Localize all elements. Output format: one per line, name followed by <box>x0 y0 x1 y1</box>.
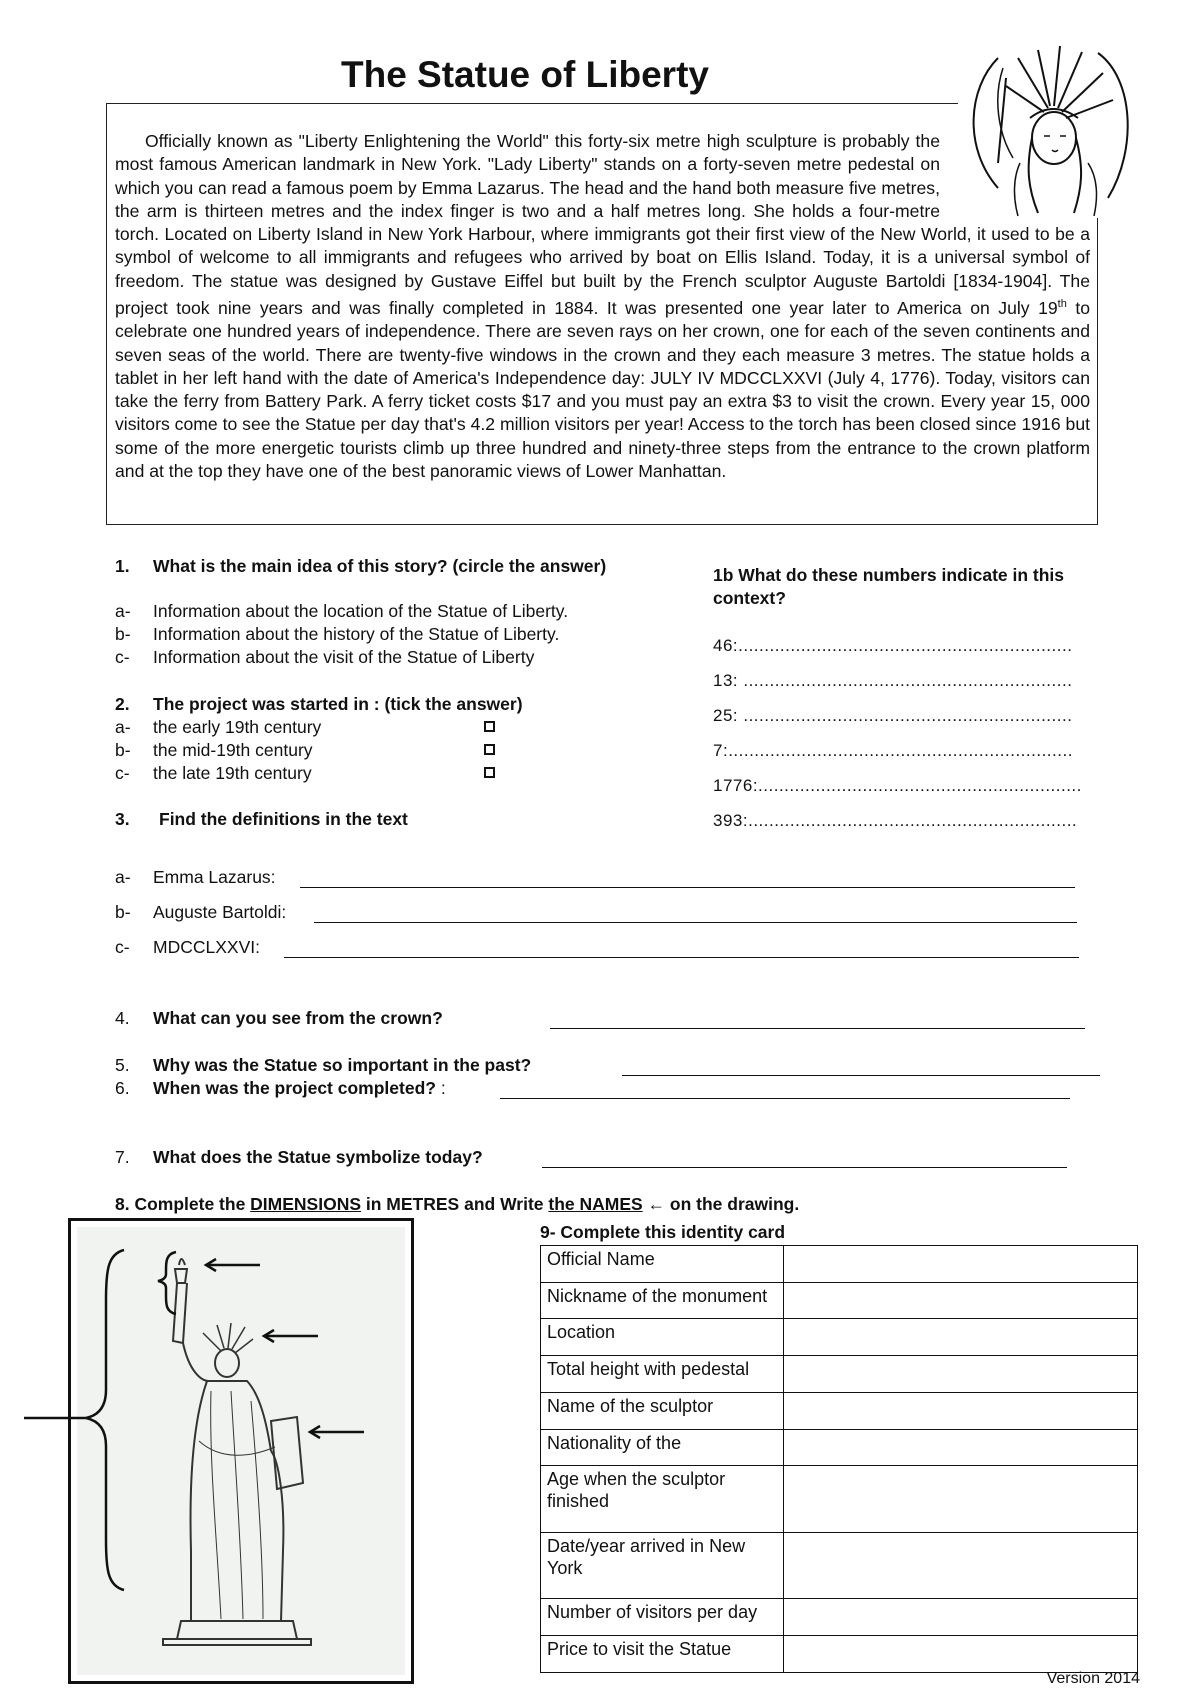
passage-part2: to celebrate one hundred years of independence. There are seven rays on her crown, one for each of the seven continents and seven seas of the world. There are twenty-five windows in the crown and they each measure 3 metres. The statue holds a tablet in her left hand with the date of America's Independence day: JULY IV MDCCLXXVI (July 4, 1776). Today, visitors can take the ferry from Battery Park. A ferry ticket costs $17 and you must pay an extra $3 to visit the crown. Every year 15, 000 visitors come to see the Statue per day that's 4.2 million visitors per year! Access to the torch has been closed since 1916 but some of the more energetic tourists climb up three hundred and ninety-three steps from the entrance to the crown platform and at the top they have one of the best panoramic views of Lower Manhattan. <box>115 297 1091 482</box>
answer-cell[interactable] <box>784 1282 1138 1319</box>
question-5-number: 5. <box>115 1055 130 1075</box>
dotted-line: ................................................................ <box>738 636 1073 655</box>
page-title: The Statue of Liberty <box>341 54 709 95</box>
question-2-option-b <box>115 740 313 761</box>
option-letter: b- <box>115 740 131 760</box>
number-label: 7: <box>713 741 729 760</box>
table-row <box>541 1392 1138 1429</box>
version-label: Version 2014 <box>1046 1670 1140 1687</box>
statue-head-illustration <box>958 38 1136 218</box>
dotted-line: .................................................................. <box>728 741 1073 760</box>
item-text: Auguste Bartoldi: <box>153 902 287 922</box>
answer-cell[interactable] <box>784 1532 1138 1599</box>
question-1b-title: 1b What do these numbers indicate in this context? <box>713 565 1065 608</box>
table-row <box>541 1429 1138 1466</box>
question-6-suffix: : <box>435 1078 446 1098</box>
table-row <box>541 1532 1138 1599</box>
answer-cell[interactable] <box>784 1636 1138 1673</box>
checkbox-early-19th[interactable] <box>484 721 495 732</box>
question-7-text: What does the Statue symbolize today? <box>153 1147 483 1167</box>
number-label: 25: <box>713 706 744 725</box>
row-label: Date/year arrived in New York <box>541 1532 784 1599</box>
answer-7[interactable] <box>713 741 1113 761</box>
option-letter: a- <box>115 601 131 621</box>
table-row <box>541 1282 1138 1319</box>
option-letter: c- <box>115 763 130 783</box>
item-letter: a- <box>115 867 131 887</box>
definition-emma-lazarus <box>115 867 276 888</box>
question-6 <box>115 1078 446 1099</box>
option-text: the mid-19th century <box>153 740 313 760</box>
question-2-option-c <box>115 763 312 784</box>
question-6-number: 6. <box>115 1078 130 1098</box>
question-3-number: 3. <box>115 809 130 829</box>
question-9-title: 9- Complete this identity card <box>540 1222 786 1242</box>
row-label: Age when the sculptor finished <box>541 1466 784 1533</box>
answer-393[interactable] <box>713 811 1123 831</box>
answer-cell[interactable] <box>784 1392 1138 1429</box>
option-text: Information about the visit of the Statue of Liberty <box>153 647 535 667</box>
option-text: Information about the history of the Statue of Liberty. <box>153 624 560 644</box>
answer-1776[interactable] <box>713 776 1113 796</box>
question-5-text: Why was the Statue so important in the past? <box>153 1055 532 1075</box>
question-4-text: What can you see from the crown? <box>153 1008 443 1028</box>
passage-part1: Officially known as "Liberty Enlightening the World" this forty-six metre high sculpture is probably the most famous American landmark in New York. "Lady Liberty" stands on a forty-seven metre pedestal on which you can read a famous poem by Emma Lazarus. The head and the hand both measure five metres, the arm is thirteen metres and the index finger is two and a half metres long. She holds a four-metre torch. Located on Liberty Island in New York Harbour, where immigrants got their first view of the New World, it used to be a symbol of welcome to all immigrants and refugees who arrived by boat on Ellis Island. Today, it is a universal symbol of freedom. The statue was designed by Gustave Eiffel but built by the French sculptor Auguste Bartoldi [1834-1904]. The project took nine years and was finally completed in 1884. It was presented one year later to America on July 19 <box>115 131 1090 318</box>
answer-13[interactable] <box>713 671 1113 691</box>
answer-46[interactable] <box>713 636 1113 656</box>
q8-arrow-icon: ← <box>642 1194 670 1214</box>
answer-line-mdcclxxvi[interactable] <box>284 957 1079 958</box>
table-row <box>541 1246 1138 1283</box>
question-4-number: 4. <box>115 1008 130 1028</box>
table-row <box>541 1599 1138 1636</box>
question-2 <box>115 694 523 715</box>
definition-auguste-bartoldi <box>115 902 286 923</box>
question-4 <box>115 1008 443 1029</box>
question-1-number: 1. <box>115 556 130 576</box>
answer-line-question-4[interactable] <box>550 1028 1085 1029</box>
dotted-line: .............................................................. <box>758 776 1082 795</box>
definition-mdcclxxvi <box>115 937 260 958</box>
item-text: MDCCLXXVI: <box>153 937 260 957</box>
question-5 <box>115 1055 531 1076</box>
answer-cell[interactable] <box>784 1599 1138 1636</box>
table-row <box>541 1636 1138 1673</box>
row-label: Nationality of the <box>541 1429 784 1466</box>
number-label: 393: <box>713 811 749 830</box>
checkbox-late-19th[interactable] <box>484 767 495 778</box>
passage-sup: th <box>1057 298 1067 311</box>
question-1-text: What is the main idea of this story? (circle the answer) <box>153 556 607 576</box>
item-letter: b- <box>115 902 131 922</box>
number-label: 1776: <box>713 776 759 795</box>
answer-line-question-5[interactable] <box>622 1075 1100 1076</box>
table-row <box>541 1356 1138 1393</box>
identity-card-table <box>540 1245 1138 1673</box>
answer-25[interactable] <box>713 706 1113 726</box>
number-label: 13: <box>713 671 744 690</box>
question-1 <box>115 556 606 577</box>
option-text: the early 19th century <box>153 717 322 737</box>
question-8 <box>115 1194 799 1215</box>
question-1-option-a[interactable] <box>115 601 568 622</box>
checkbox-mid-19th[interactable] <box>484 744 495 755</box>
dimension-markers <box>20 1240 370 1600</box>
table-row <box>541 1466 1138 1533</box>
passage-text <box>115 130 1090 483</box>
q8-suffix: on the drawing. <box>669 1194 800 1214</box>
table-row <box>541 1319 1138 1356</box>
row-label: Number of visitors per day <box>541 1599 784 1636</box>
question-7 <box>115 1147 483 1168</box>
row-label: Nickname of the monument <box>541 1282 784 1319</box>
dotted-line: ............................................................... <box>748 811 1078 830</box>
row-label: Official Name <box>541 1246 784 1283</box>
row-label: Total height with pedestal <box>541 1356 784 1393</box>
option-text: the late 19th century <box>153 763 312 783</box>
question-7-number: 7. <box>115 1147 130 1167</box>
row-label: Location <box>541 1319 784 1356</box>
question-1-option-c[interactable] <box>115 647 534 668</box>
answer-line-emma-lazarus[interactable] <box>300 887 1075 888</box>
question-2-option-a <box>115 717 321 738</box>
option-letter: c- <box>115 647 130 667</box>
option-letter: a- <box>115 717 131 737</box>
question-3-text: Find the definitions in the text <box>159 809 408 829</box>
item-text: Emma Lazarus: <box>153 867 276 887</box>
dotted-line: ............................................................... <box>743 706 1073 725</box>
question-2-number: 2. <box>115 694 130 714</box>
question-3 <box>115 809 408 830</box>
answer-cell[interactable] <box>784 1246 1138 1283</box>
q8-dimensions: DIMENSIONS <box>250 1194 362 1214</box>
item-letter: c- <box>115 937 130 957</box>
answer-cell[interactable] <box>784 1466 1138 1533</box>
row-label: Price to visit the Statue <box>541 1636 784 1673</box>
question-6-text: When was the project completed? <box>153 1078 436 1098</box>
row-label: Name of the sculptor <box>541 1392 784 1429</box>
option-letter: b- <box>115 624 131 644</box>
q8-prefix: 8. Complete the <box>115 1194 251 1214</box>
dotted-line: ............................................................... <box>743 671 1073 690</box>
q8-mid: in METRES and Write <box>361 1194 549 1214</box>
answer-cell[interactable] <box>784 1429 1138 1466</box>
answer-line-auguste-bartoldi[interactable] <box>314 922 1077 923</box>
question-2-text: The project was started in : (tick the answer) <box>153 694 523 714</box>
number-label: 46: <box>713 636 739 655</box>
q8-names: the NAMES <box>548 1194 643 1214</box>
answer-cell[interactable] <box>784 1356 1138 1393</box>
option-text: Information about the location of the Statue of Liberty. <box>153 601 569 621</box>
answer-line-question-6[interactable] <box>500 1098 1070 1099</box>
answer-line-question-7[interactable] <box>542 1167 1067 1168</box>
answer-cell[interactable] <box>784 1319 1138 1356</box>
question-1-option-b[interactable] <box>115 624 559 645</box>
